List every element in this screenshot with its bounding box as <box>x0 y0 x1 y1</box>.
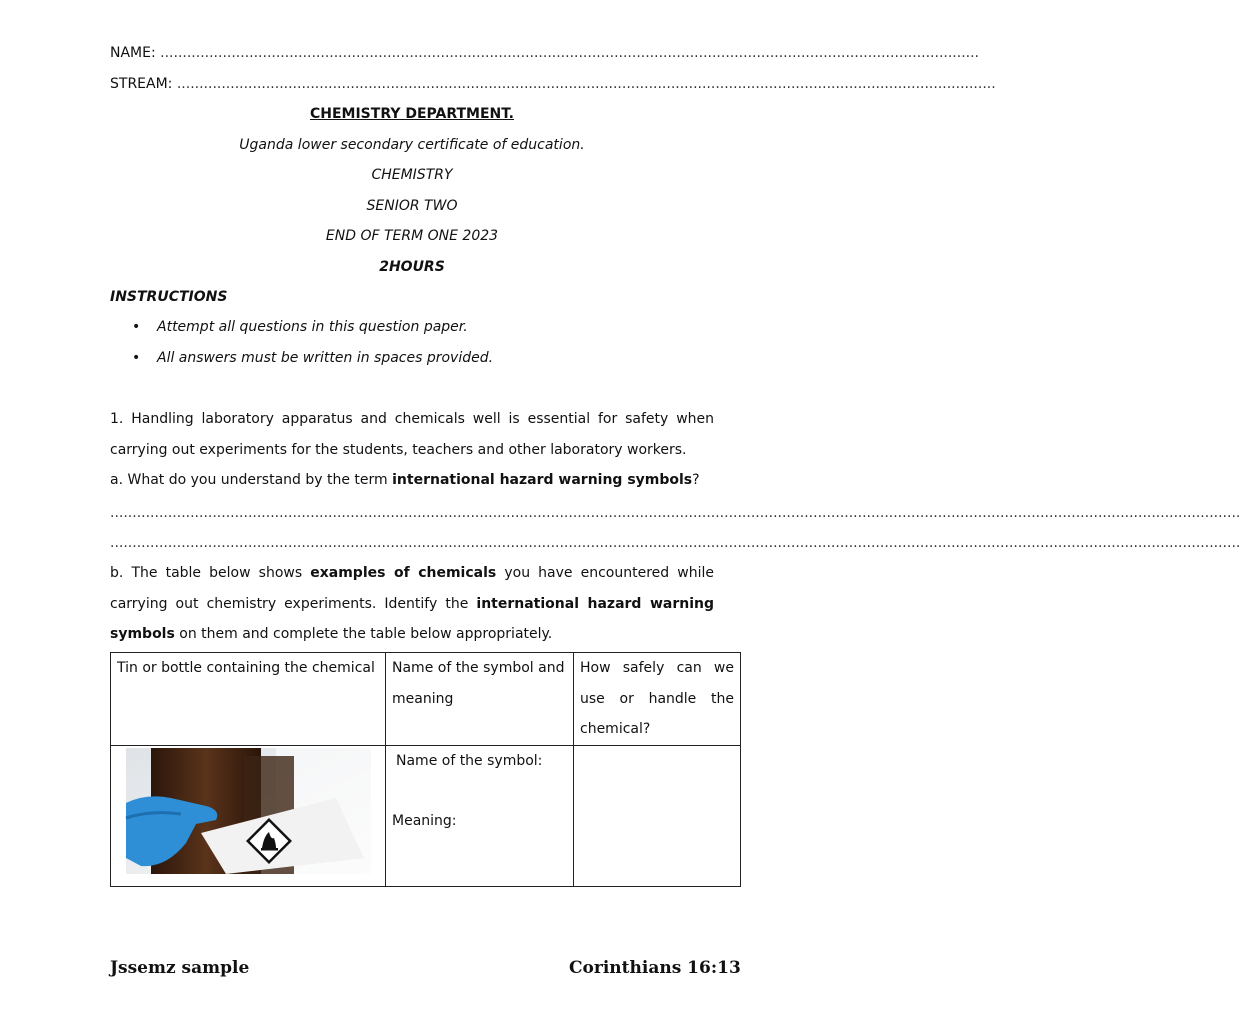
chemical-image-cell <box>111 745 386 886</box>
subject-line: CHEMISTRY <box>371 167 453 183</box>
question-1b-text-2: you have encountered while carrying out chemistry experiments. Identify the <box>110 565 714 612</box>
flammable-bottle-photo-icon <box>126 748 371 874</box>
symbol-cell[interactable] <box>386 745 574 886</box>
question-1b-bold-1: examples of chemicals <box>310 565 497 581</box>
stream-dots[interactable]: ........................................................................................................................................................................................ <box>176 76 996 92</box>
table-header-cell: How safely can we use or handle the chemical? <box>574 653 741 746</box>
question-1a-prefix: a. What do you understand by the term <box>110 472 393 488</box>
table-header-cell: Tin or bottle containing the chemical <box>111 653 386 746</box>
name-line <box>110 45 979 61</box>
name-label: NAME: <box>110 45 156 61</box>
question-1a <box>110 472 700 488</box>
question-1b-bold-2: international hazard warning symbols <box>110 595 714 642</box>
level-line: SENIOR TWO <box>366 198 458 214</box>
question-1a-suffix: ? <box>692 472 700 488</box>
question-1a-term: international hazard warning symbols <box>392 472 693 488</box>
duration-line: 2HOURS <box>379 259 445 275</box>
question-1b <box>110 558 714 650</box>
name-dots[interactable]: ........................................................................................................................................................................................ <box>160 45 979 61</box>
instruction-item: • All answers must be written in spaces provided. <box>110 347 710 378</box>
question-1b-text-1: b. The table below shows <box>110 565 311 581</box>
footer-left: Jssemz sample <box>110 958 250 978</box>
term-line: END OF TERM ONE 2023 <box>325 228 499 244</box>
hazard-table <box>110 652 741 887</box>
table-header-row <box>111 653 741 746</box>
department-title: CHEMISTRY DEPARTMENT. <box>309 106 514 122</box>
footer-right: Corinthians 16:13 <box>569 958 741 978</box>
stream-label: STREAM: <box>110 76 173 92</box>
instruction-item: • Attempt all questions in this question paper. <box>110 316 710 347</box>
answer-line-2[interactable]: .............................................................................................................................................................................................................................................................. <box>110 535 1240 551</box>
certificate-line: Uganda lower secondary certificate of education. <box>239 137 585 153</box>
stream-line <box>110 76 996 92</box>
table-row <box>111 745 741 886</box>
symbol-name-label: Name of the symbol: <box>396 752 543 769</box>
question-1-intro: 1. Handling laboratory apparatus and chemicals well is essential for safety when carrying out experiments for the students, teachers and other laboratory workers. <box>110 411 714 458</box>
handling-cell[interactable] <box>574 745 741 886</box>
instructions-heading: INSTRUCTIONS <box>110 289 228 305</box>
question-1b-text-3: on them and complete the table below appropriately. <box>174 626 553 642</box>
instructions-list <box>110 316 710 378</box>
answer-line-1[interactable]: .............................................................................................................................................................................................................................................................. <box>110 505 1240 521</box>
meaning-label: Meaning: <box>392 813 457 829</box>
table-header-cell: Name of the symbol and meaning <box>386 653 574 746</box>
